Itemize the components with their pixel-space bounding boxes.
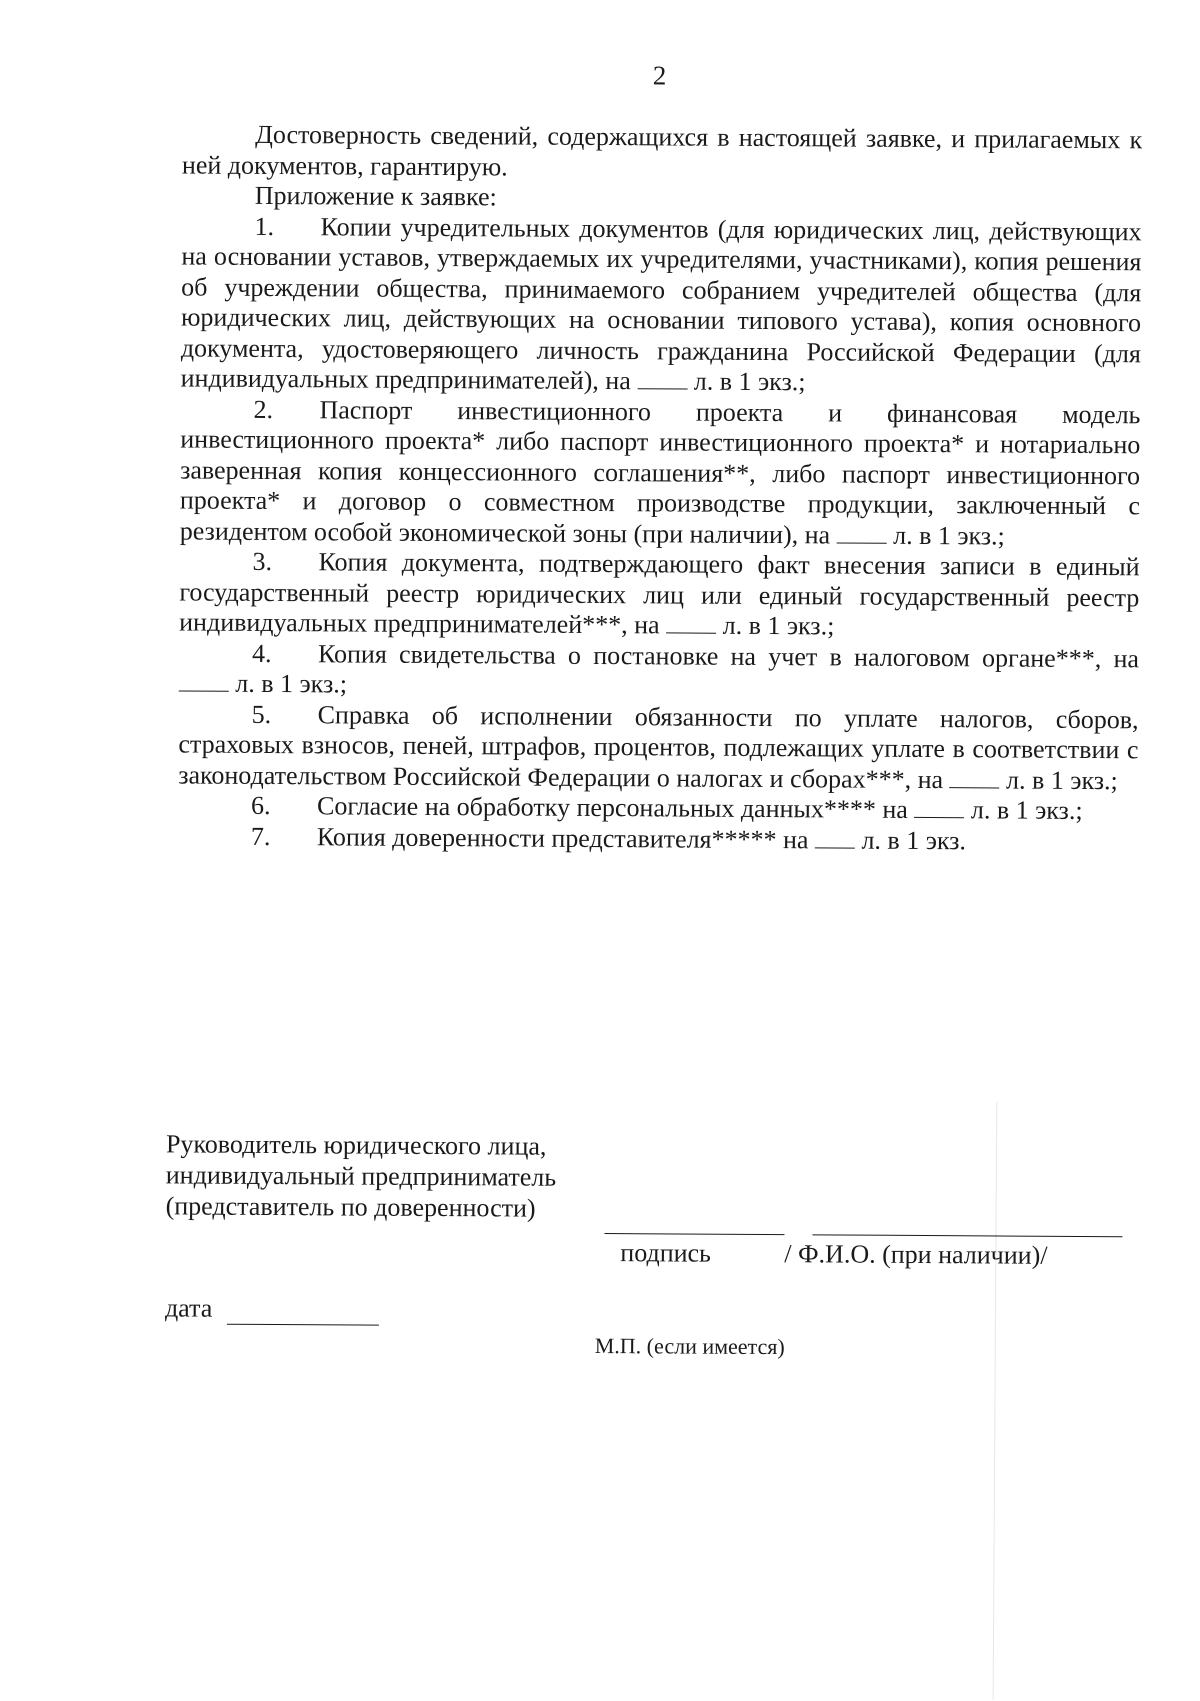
item-number: 6. [250,790,271,821]
signatory-role [166,1128,557,1223]
item-suffix: л. в 1 экз. [861,825,967,855]
item-number: 3. [252,546,273,577]
date-label: дата [164,1293,213,1323]
signatory-role-line: Руководитель юридического лица, [165,1129,547,1161]
item-text: Копии учредительных документов (для юридических лиц, действующих на основании уставов, утверждаемых их учредителями, участниками), копия решения об учреждении общества, принимаемого собранием учредителей общества (для юридических лиц, действующих на основании типового устава), копия основного документа, удостоверяющего личность гражданина Российской Федерации (для индивидуальных предпринимателей), на [180,211,1142,396]
signature-caption: подпись [620,1238,712,1268]
full-name-caption: / Ф.И.О. (при наличии)/ [784,1239,1048,1270]
item-number: 2. [253,394,274,424]
sheet-count-blank [637,368,687,389]
item-text: Копия документа, подтверждающего факт внесения записи в единый государственный реестр юридических лиц или единый государственный реестр индивидуальных предпринимателей***, на [179,547,1140,640]
item-number: 7. [250,821,271,851]
signature-line [604,1233,784,1235]
sheet-count-blank [837,522,887,543]
signatory-role-line: (представитель по доверенности) [165,1191,536,1223]
item-suffix: л. в 1 экз.; [722,610,835,641]
item-suffix: л. в 1 экз.; [893,520,1005,550]
attachment-item-5 [178,699,1139,796]
guarantee-paragraph: Достоверность сведений, содержащихся в настоящей заявке, и прилагаемых к ней документов, гарантирую. [181,119,1143,181]
seal-caption: М.П. (если имеется) [594,1332,785,1360]
attachment-heading: Приложение к заявке: [254,180,497,212]
attachment-item-1 [181,211,1142,400]
date-line [227,1324,379,1326]
sheet-count-blank [950,767,1000,788]
item-text: Согласие на обработку персональных данных**** на [316,791,908,824]
item-text: Справка об исполнении обязанности по уплате налогов, сборов, страховых взносов, пеней, штрафов, процентов, подлежащих уплате в соответствии с законодательством Российской Федерации о налогах и сборах***, на [178,699,1139,794]
item-suffix: л. в 1 экз.; [235,668,348,699]
item-text: Паспорт инвестиционного проекта и финансовая модель инвестиционного проекта* либо паспорт инвестиционного проекта* и нотариально заверенная копия концессионного соглашения**, либо паспорт инвестиционного проекта* и договор о совместном производстве продукции, заключенный с резидентом особой экономической зоны (при наличии), на [179,394,1141,549]
full-name-line [812,1234,1122,1237]
item-number: 5. [251,699,272,729]
signatory-role-line: индивидуальный предприниматель [165,1160,557,1192]
application-body [178,119,1142,857]
sheet-count-blank [914,797,964,818]
item-suffix: л. в 1 экз.; [970,795,1083,825]
attachment-item-7 [178,821,1138,857]
page-number: 2 [652,60,667,91]
item-suffix: л. в 1 экз.; [1006,764,1118,795]
attachment-item-4 [179,638,1139,705]
item-number: 1. [254,211,275,241]
attachment-item-2 [180,394,1141,552]
item-suffix: л. в 1 экз.; [693,366,806,397]
item-text: Копия свидетельства о постановке на учет в налоговом органе***, на [317,638,1140,673]
item-text: Копия доверенности представителя***** на [316,821,809,854]
sheet-count-blank [179,670,229,691]
sheet-count-blank [815,827,855,848]
attachment-item-3 [179,546,1140,643]
scan-edge-artifact [993,1102,998,1699]
item-number: 4. [251,638,272,668]
sheet-count-blank [666,612,716,633]
